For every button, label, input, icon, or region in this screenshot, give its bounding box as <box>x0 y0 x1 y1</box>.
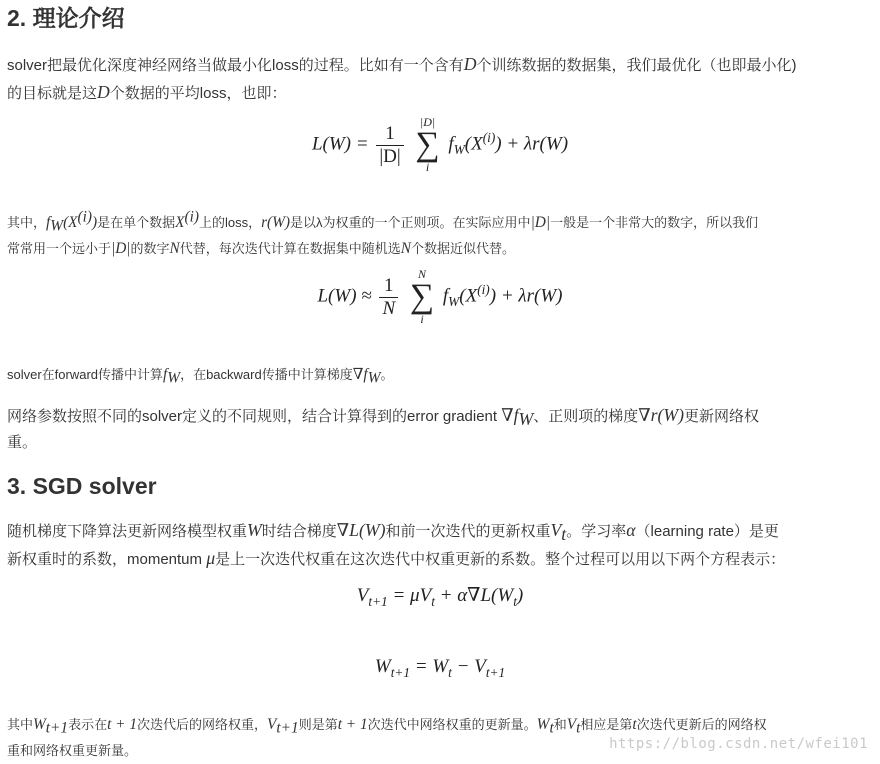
section-title: 2. 理论介绍 <box>7 5 125 31</box>
watermark-url: https://blog.csdn.net/wfei101 <box>609 736 868 752</box>
summation: N ∑ i <box>409 267 435 326</box>
math-D: D <box>97 82 110 102</box>
paragraph: solver在forward传播中计算$f_W$，在backward传播中计算梯度$\nabla f_W$。 <box>7 366 394 387</box>
paragraph: 网络参数按照不同的solver定义的不同规则，结合计算得到的error gradient $\nabla f_W$、正则项的梯度∇r(W)更新网络权 重。 <box>7 405 760 451</box>
paragraph: 随机梯度下降算法更新网络模型权重W时结合梯度∇L(W)和前一次迭代的更新权重$V_t$。学习率α（learning rate）是更 新权重时的系数，momentum μ是上一次迭代权重在这次迭代中权重更新的系数。整个过程可以用以下两个方程表示： <box>7 520 786 568</box>
summation: |D| ∑ i <box>415 115 440 174</box>
fraction: $\frac{1}{|D|}$ <box>376 123 403 168</box>
fraction: $\frac{1}{N}$ <box>379 275 398 320</box>
equation-velocity-update: $V_{t+1} = \mu V_t + \alpha\nabla L(W_t)$ <box>356 585 524 609</box>
math-D: D <box>463 54 477 74</box>
equation-weight-update: $W_{t+1} = W_t - V_{t+1}$ <box>374 656 506 680</box>
section-title: 3. SGD solver <box>7 473 157 499</box>
paragraph: 其中$W_{t+1}$表示在t + 1次迭代后的网络权重，$V_{t+1}$则是第t + 1次迭代中网络权重的更新量。$W_t$和$V_t$相应是第t次迭代更新后的网络权 重和网络权重更新量。 <box>7 716 767 758</box>
paragraph: solver把最优化深度神经网络当做最小化loss的过程。比如有一个含有D个训练数据的数据集，我们最优化（也即最小化) 的目标就是这D个数据的平均loss，也即： <box>7 54 797 102</box>
paragraph: 其中，$f_W(X^{(i)})$是在单个数据$X^{(i)}$上的loss，r(W)是以λ为权重的一个正则项。在实际应用中|D|一般是一个非常大的数字，所以我们 常常用一个远小于|D|的数字N代替，每次迭代计算在数据集中随机选N个数据近似代替。 <box>7 208 759 257</box>
equation-avg-loss: L(W) = $\frac{1}{|D|}$ |D| ∑ i $f_W(X^{(i)}) + \lambda r(W)$ <box>311 115 569 174</box>
equation-approx-loss: L(W) ≈ $\frac{1}{N}$ N ∑ i $f_W(X^{(i)}) + \lambda r(W)$ <box>317 267 563 326</box>
